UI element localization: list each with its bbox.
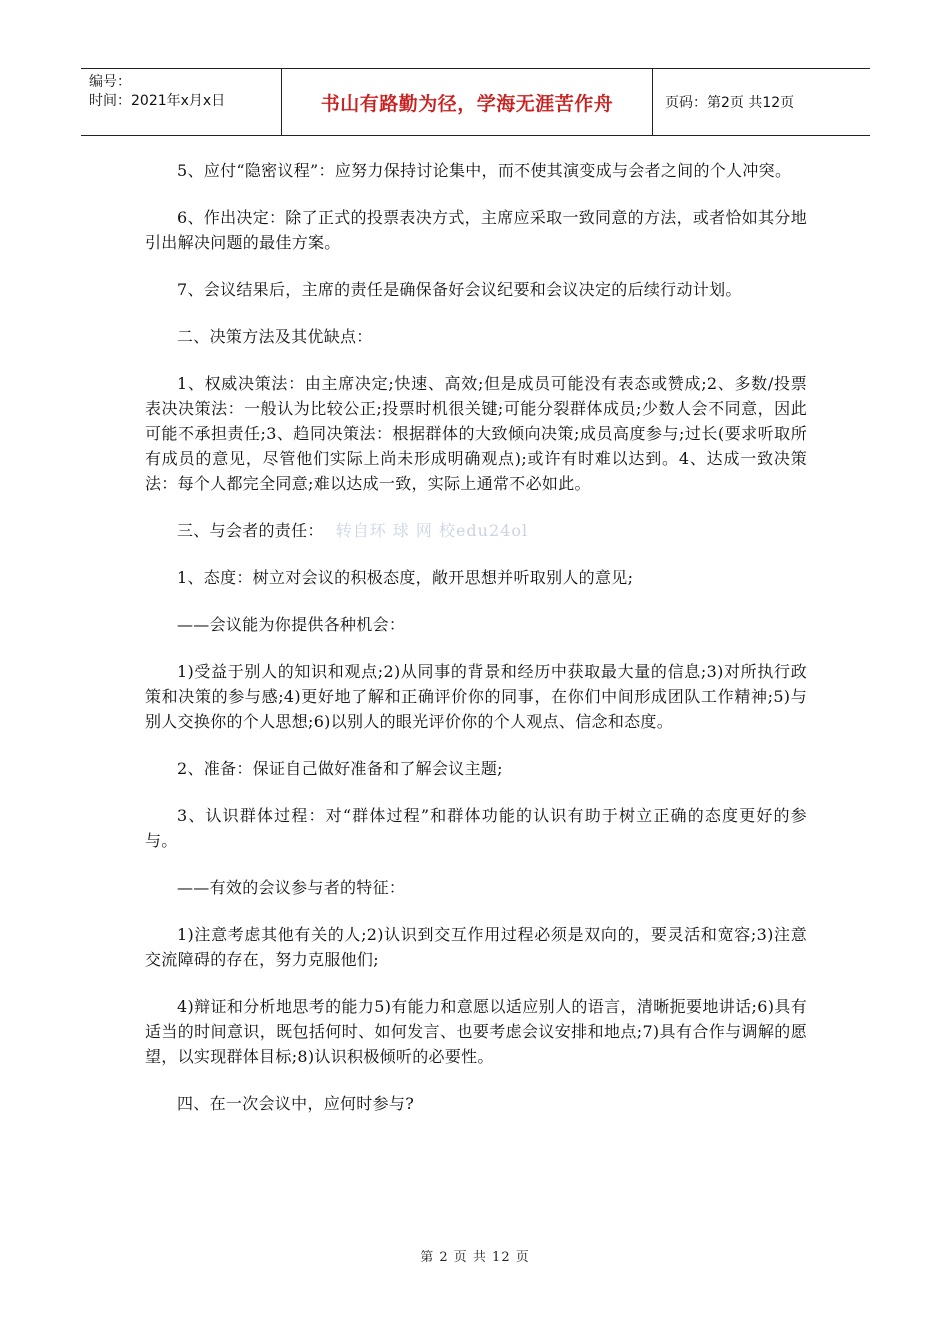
- header-page-info: 页码：第2页 共12页: [665, 95, 795, 111]
- paragraph: 1)受益于别人的知识和观点;2)从同事的背景和经历中获取最大量的信息;3)对所执行政策和决策的参与感;4)更好地了解和正确评价你的同事，在你们中间形成团队工作精神;5)与别人交换你的个人思想;6)以别人的眼光评价你的个人观点、信念和态度。: [145, 662, 807, 731]
- paragraph: 1、态度：树立对会议的积极态度，敞开思想并听取别人的意见;: [177, 568, 634, 587]
- section-heading-2: 二、决策方法及其优缺点：: [177, 327, 373, 346]
- paragraph: 7、会议结果后，主席的责任是确保备好会议纪要和会议决定的后续行动计划。: [177, 280, 742, 299]
- paragraph: 2、准备：保证自己做好准备和了解会议主题;: [177, 759, 503, 778]
- document-body: [145, 158, 807, 1138]
- header-motto: 书山有路勤为径，学海无涯苦作舟: [282, 69, 653, 135]
- watermark-text: 转自环 球 网 校edu24ol: [335, 521, 529, 540]
- paragraph: 3、认识群体过程：对“群体过程”和群体功能的认识有助于树立正确的态度更好的参与。: [145, 806, 807, 850]
- page-footer: 第 2 页 共 12 页: [420, 1250, 530, 1265]
- header-meta: [81, 69, 282, 135]
- paragraph: ——会议能为你提供各种机会：: [177, 615, 406, 634]
- paragraph: ——有效的会议参与者的特征：: [177, 878, 406, 897]
- paragraph: 4)辩证和分析地思考的能力5)有能力和意愿以适应别人的语言，清晰扼要地讲话;6)具有适当的时间意识，既包括何时、如何发言、也要考虑会议安排和地点;7)具有合作与调解的愿望，以实现群体目标;8)认识积极倾听的必要性。: [145, 997, 807, 1066]
- date-label: 时间：2021年x月x日: [89, 93, 226, 109]
- page-header: [81, 68, 870, 136]
- paragraph: 1)注意考虑其他有关的人;2)认识到交互作用过程必须是双向的，要灵活和宽容;3)注意交流障碍的存在，努力克服他们;: [145, 925, 807, 969]
- paragraph: 6、作出决定：除了正式的投票表决方式，主席应采取一致同意的方法，或者恰如其分地引出解决问题的最佳方案。: [145, 208, 807, 252]
- paragraph: 1、权威决策法：由主席决定;快速、高效;但是成员可能没有表态或赞成;2、多数/投票表决决策法：一般认为比较公正;投票时机很关键;可能分裂群体成员;少数人会不同意，因此可能不承担责任;3、趋同决策法：根据群体的大致倾向决策;成员高度参与;过长(要求听取所有成员的意见，尽管他们实际上尚未形成明确观点);或许有时难以达到。4、达成一致决策法：每个人都完全同意;难以达成一致，实际上通常不必如此。: [145, 374, 807, 493]
- section-heading-4: 四、在一次会议中，应何时参与?: [177, 1094, 415, 1113]
- paragraph: 5、应付“隐密议程”：应努力保持讨论集中，而不使其演变成与会者之间的个人冲突。: [177, 161, 792, 180]
- section-heading-3: [145, 518, 807, 543]
- section-title: 三、与会者的责任：: [177, 521, 324, 540]
- serial-label: 编号：: [89, 74, 131, 90]
